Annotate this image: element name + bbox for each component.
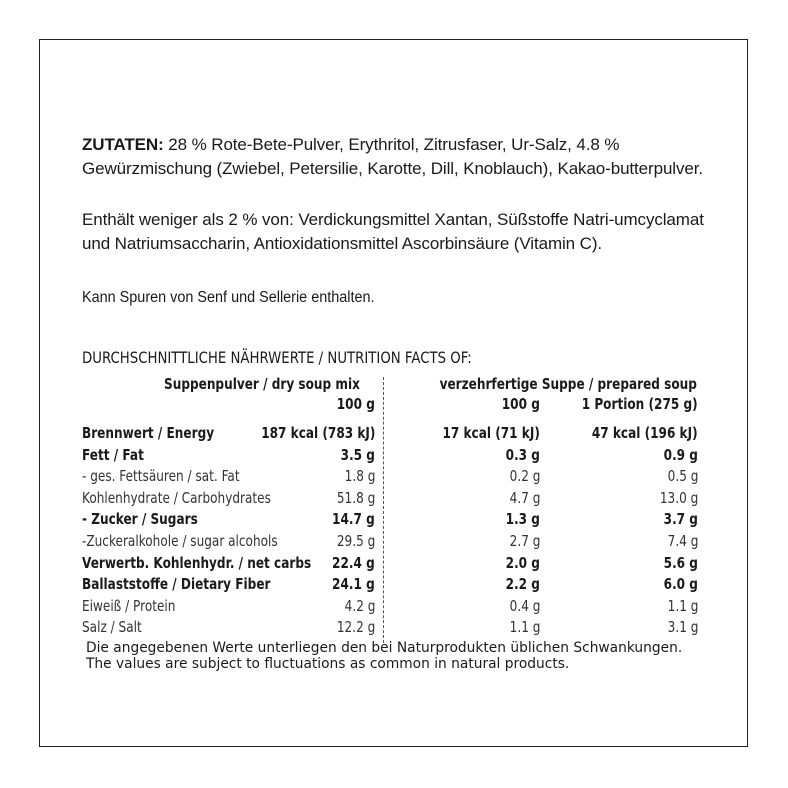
sub-header-dry-100g: 100 g — [336, 395, 375, 413]
footnote-de: Die angegebenen Werte unterliegen den bei Naturprodukten üblichen Schwankungen. — [86, 640, 683, 656]
value-portion: 3.7 g — [663, 510, 698, 529]
value-prepared: 0.4 g — [509, 596, 540, 615]
value-portion: 0.9 g — [663, 445, 698, 464]
value-portion: 0.5 g — [667, 467, 698, 486]
nutrient-label: Kohlenhydrate / Carbohydrates — [82, 488, 271, 507]
value-prepared: 4.7 g — [509, 488, 540, 507]
ingredients-label: ZUTATEN: — [82, 135, 164, 154]
value-portion: 1.1 g — [667, 596, 698, 615]
nutrient-label: - Zucker / Sugars — [82, 510, 198, 529]
value-portion: 7.4 g — [667, 532, 698, 550]
value-prepared: 2.7 g — [509, 532, 540, 550]
value-prepared: 17 kcal (71 kJ) — [442, 424, 540, 442]
value-dry: 3.5 g — [340, 445, 375, 464]
nutrient-label: Fett / Fat — [82, 445, 144, 464]
nutrient-label: - ges. Fettsäuren / sat. Fat — [82, 467, 240, 486]
value-prepared: 1.1 g — [509, 618, 540, 637]
col-header-dry: Suppenpulver / dry soup mix — [164, 375, 360, 393]
nutrition-heading: DURCHSCHNITTLICHE NÄHRWERTE / NUTRITION FACTS OF: — [82, 348, 472, 367]
nutrient-label: Brennwert / Energy — [82, 424, 215, 442]
nutrient-label: Ballaststoffe / Dietary Fiber — [82, 575, 271, 594]
value-dry: 22.4 g — [332, 553, 375, 572]
value-prepared: 0.2 g — [509, 467, 540, 486]
value-dry: 12.2 g — [336, 618, 375, 637]
value-prepared: 1.3 g — [505, 510, 540, 529]
value-portion: 6.0 g — [663, 575, 698, 594]
ingredients-paragraph — [82, 133, 722, 181]
value-dry: 29.5 g — [336, 532, 375, 550]
value-dry: 14.7 g — [332, 510, 375, 529]
value-dry: 51.8 g — [336, 488, 375, 507]
sub-header-portion: 1 Portion (275 g) — [582, 395, 698, 413]
nutrient-label: Salz / Salt — [82, 618, 142, 637]
nutrient-label: Verwertb. Kohlenhydr. / net carbs — [82, 553, 312, 572]
value-portion: 3.1 g — [667, 618, 698, 637]
value-dry: 1.8 g — [344, 467, 375, 486]
value-prepared: 2.2 g — [505, 575, 540, 594]
value-portion: 13.0 g — [659, 488, 698, 507]
value-prepared: 0.3 g — [505, 445, 540, 464]
value-portion: 47 kcal (196 kJ) — [592, 424, 698, 442]
value-dry: 24.1 g — [332, 575, 375, 594]
value-prepared: 2.0 g — [505, 553, 540, 572]
value-dry: 4.2 g — [344, 596, 375, 615]
ingredients-text: 28 % Rote-Bete-Pulver, Erythritol, Zitrusfaser, Ur-Salz, 4.8 % Gewürzmischung (Zwiebel, Petersilie, Karotte, Dill, Knoblauch), Kakao-butterpulver. — [82, 135, 703, 178]
column-divider — [383, 377, 384, 643]
value-portion: 5.6 g — [663, 553, 698, 572]
traces-paragraph: Kann Spuren von Senf und Sellerie enthalten. — [82, 289, 375, 306]
value-dry: 187 kcal (783 kJ) — [260, 424, 375, 442]
footnote — [86, 640, 682, 672]
footnote-en: The values are subject to fluctuations as common in natural products. — [86, 656, 570, 672]
sub-header-prepared-100g: 100 g — [501, 395, 540, 413]
less-than-paragraph: Enthält weniger als 2 % von: Verdickungsmittel Xantan, Süßstoffe Natri-umcyclamat und Natriumsaccharin, Antioxidationsmittel Ascorbinsäure (Vitamin C). — [82, 210, 704, 253]
nutrient-label: -Zuckeralkohole / sugar alcohols — [82, 532, 278, 550]
nutrient-label: Eiweiß / Protein — [82, 596, 176, 615]
col-header-prepared: verzehrfertige Suppe / prepared soup — [439, 375, 697, 393]
